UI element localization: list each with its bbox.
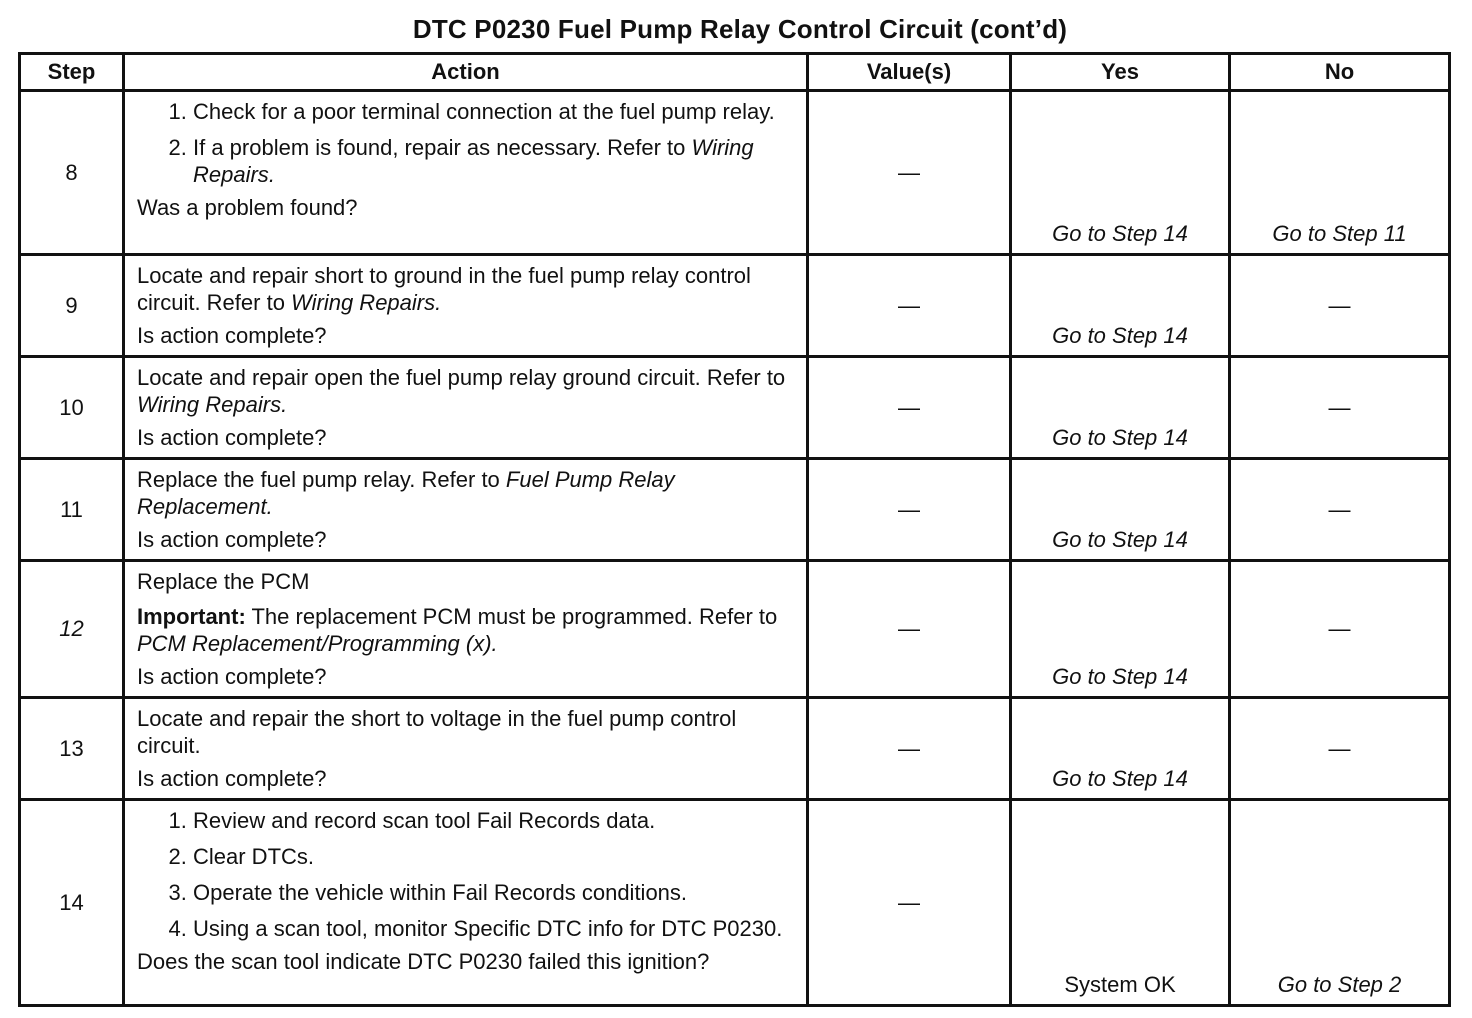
action-text: If a problem is found, repair as necessary. Refer to bbox=[193, 135, 692, 160]
table-row bbox=[20, 255, 1450, 357]
table-row bbox=[20, 91, 1450, 255]
yes-result[interactable]: Go to Step 14 bbox=[1052, 766, 1188, 791]
action-item: 4. Using a scan tool, monitor Specific DTC info for DTC P0230. bbox=[193, 915, 794, 942]
punctuation: . bbox=[281, 392, 288, 417]
value-cell: — bbox=[808, 91, 1011, 255]
action-item: 2. Clear DTCs. bbox=[193, 843, 794, 870]
action-question: Is action complete? bbox=[137, 425, 327, 450]
value-cell: — bbox=[808, 698, 1011, 800]
no-result[interactable]: Go to Step 11 bbox=[1272, 221, 1407, 246]
action-question: Is action complete? bbox=[137, 323, 327, 348]
yes-cell bbox=[1011, 698, 1230, 800]
step-number: 11 bbox=[20, 459, 124, 561]
header-step: Step bbox=[20, 54, 124, 91]
action-question: Is action complete? bbox=[137, 527, 327, 552]
action-item: 3. Operate the vehicle within Fail Records conditions. bbox=[193, 879, 794, 906]
punctuation: . bbox=[491, 631, 498, 656]
no-cell bbox=[1230, 459, 1450, 561]
no-cell bbox=[1230, 357, 1450, 459]
no-cell bbox=[1230, 255, 1450, 357]
yes-cell bbox=[1011, 561, 1230, 698]
step-number-text: 12 bbox=[59, 616, 84, 641]
header-values: Value(s) bbox=[808, 54, 1011, 91]
action-cell bbox=[124, 91, 808, 255]
no-result[interactable]: Go to Step 2 bbox=[1277, 972, 1402, 997]
table-row bbox=[20, 561, 1450, 698]
yes-result[interactable]: Go to Step 14 bbox=[1052, 425, 1188, 450]
punctuation: . bbox=[266, 494, 273, 519]
yes-result[interactable]: Go to Step 14 bbox=[1052, 221, 1188, 246]
step-number: 13 bbox=[20, 698, 124, 800]
action-item bbox=[193, 134, 794, 188]
value-cell: — bbox=[808, 357, 1011, 459]
header-action: Action bbox=[124, 54, 808, 91]
value-cell: — bbox=[808, 459, 1011, 561]
action-text: Check for a poor terminal connection at the fuel pump relay. bbox=[193, 99, 775, 124]
action-cell bbox=[124, 357, 808, 459]
yes-cell bbox=[1011, 91, 1230, 255]
yes-result[interactable]: Go to Step 14 bbox=[1052, 664, 1188, 689]
action-text: Locate and repair the short to voltage in the fuel pump control circuit. bbox=[137, 706, 737, 758]
table-row bbox=[20, 800, 1450, 1006]
no-cell bbox=[1230, 561, 1450, 698]
action-cell bbox=[124, 800, 808, 1006]
important-label: Important: bbox=[137, 604, 246, 629]
step-number: 9 bbox=[20, 255, 124, 357]
value-cell: — bbox=[808, 255, 1011, 357]
punctuation: . bbox=[268, 162, 275, 187]
punctuation: . bbox=[435, 290, 442, 315]
no-result: — bbox=[1328, 735, 1351, 761]
reference-link[interactable]: PCM Replacement/Programming (x) bbox=[137, 631, 492, 656]
step-number: 10 bbox=[20, 357, 124, 459]
table-row bbox=[20, 357, 1450, 459]
value-cell: — bbox=[808, 561, 1011, 698]
action-text: The replacement PCM must be programmed. Refer to bbox=[245, 604, 778, 629]
yes-result: System OK bbox=[1064, 972, 1176, 997]
action-item: 1. Review and record scan tool Fail Records data. bbox=[193, 807, 794, 834]
action-text: Replace the PCM bbox=[137, 569, 310, 594]
no-result: — bbox=[1328, 496, 1351, 522]
action-cell bbox=[124, 698, 808, 800]
action-cell bbox=[124, 561, 808, 698]
page-title: DTC P0230 Fuel Pump Relay Control Circuit (cont’d) bbox=[412, 14, 1068, 44]
action-text: Replace the fuel pump relay. Refer to bbox=[137, 467, 506, 492]
action-cell bbox=[124, 255, 808, 357]
reference-link[interactable]: Fuel Pump Relay Replacement bbox=[137, 467, 675, 519]
header-no: No bbox=[1230, 54, 1450, 91]
no-result: — bbox=[1328, 292, 1351, 318]
yes-cell bbox=[1011, 800, 1230, 1006]
no-cell bbox=[1230, 91, 1450, 255]
diagnostic-table bbox=[18, 52, 1451, 1007]
action-question: Is action complete? bbox=[137, 766, 327, 791]
no-cell bbox=[1230, 698, 1450, 800]
reference-link[interactable]: Wiring Repairs bbox=[291, 290, 436, 315]
no-result: — bbox=[1328, 394, 1351, 420]
reference-link[interactable]: Wiring Repairs bbox=[137, 392, 282, 417]
action-text: Locate and repair open the fuel pump relay ground circuit. Refer to bbox=[137, 365, 786, 390]
action-cell bbox=[124, 459, 808, 561]
action-item bbox=[193, 98, 794, 125]
table-row bbox=[20, 459, 1450, 561]
yes-result[interactable]: Go to Step 14 bbox=[1052, 323, 1188, 348]
action-question: Is action complete? bbox=[137, 664, 327, 689]
action-question: Was a problem found? bbox=[137, 195, 358, 220]
value-cell: — bbox=[808, 800, 1011, 1006]
no-result: — bbox=[1328, 616, 1351, 641]
table-row bbox=[20, 698, 1450, 800]
action-text: Locate and repair short to ground in the fuel pump relay control circuit. Refer to bbox=[137, 263, 751, 315]
reference-link[interactable]: Wiring Repairs bbox=[193, 135, 754, 187]
yes-cell bbox=[1011, 459, 1230, 561]
header-yes: Yes bbox=[1011, 54, 1230, 91]
step-number bbox=[20, 561, 124, 698]
step-number: 14 bbox=[20, 800, 124, 1006]
action-question: Does the scan tool indicate DTC P0230 failed this ignition? bbox=[137, 949, 710, 974]
no-cell bbox=[1230, 800, 1450, 1006]
yes-cell bbox=[1011, 357, 1230, 459]
table-header-row bbox=[20, 54, 1450, 91]
yes-result[interactable]: Go to Step 14 bbox=[1052, 527, 1188, 552]
step-number: 8 bbox=[20, 91, 124, 255]
yes-cell bbox=[1011, 255, 1230, 357]
